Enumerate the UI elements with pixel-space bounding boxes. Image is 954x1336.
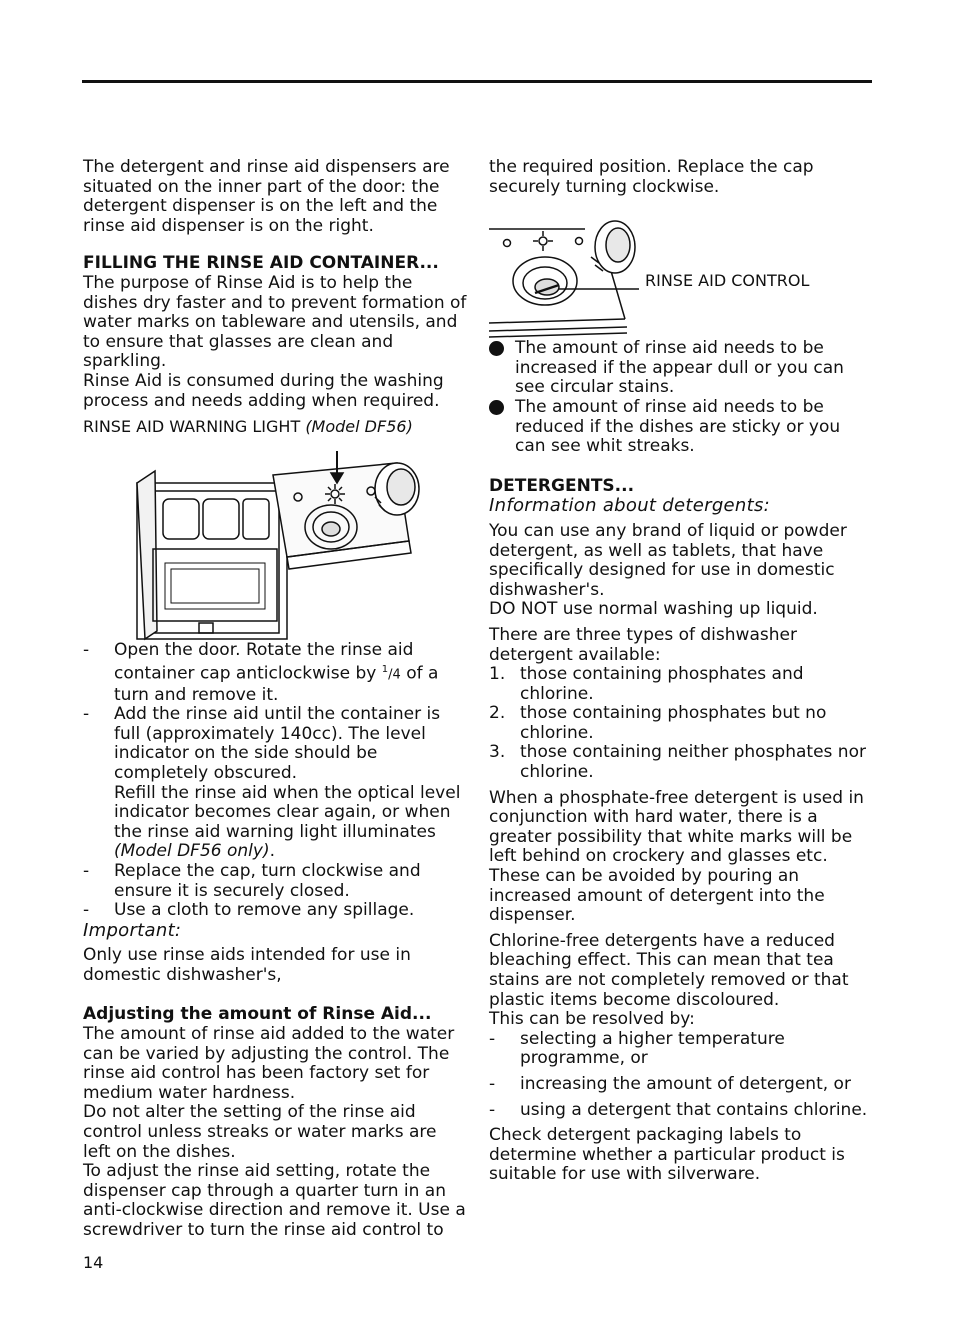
detergents-paragraph-2: DO NOT use normal washing up liquid. — [489, 599, 818, 620]
intro-paragraph: The detergent and rinse aid dispensers are situated on the inner part of the door: the detergent dispenser is on the left and the rinse aid dispenser is on the right. — [83, 157, 450, 236]
remedy-item: - increasing the amount of detergent, or — [489, 1075, 874, 1095]
filling-heading: FILLING THE RINSE AID CONTAINER... — [83, 253, 439, 274]
adjust-heading: Adjusting the amount of Rinse Aid... — [83, 1004, 432, 1025]
header-rule — [82, 80, 872, 83]
detergents-subheading: Information about detergents: — [489, 495, 771, 517]
remedy-item: - using a detergent that contains chlorine. — [489, 1101, 874, 1121]
type-item: 2. those containing phosphates but no chlorine. — [489, 703, 827, 743]
detergents-heading: DETERGENTS... — [489, 475, 635, 496]
bullet-item: The amount of rinse aid needs to be increased if the appear dull or you can see circular stains. — [489, 339, 874, 398]
type-item: 3. those containing neither phosphates nor chlorine. — [489, 742, 866, 783]
rinse-aid-control-illustration — [489, 211, 639, 339]
detergents-paragraph-1: You can use any brand of liquid or powder detergent, as well as tablets, that have specifically designed for use in domestic dishwasher's. — [489, 520, 847, 600]
remedies-list — [489, 1030, 874, 1120]
rinse-aid-control-label: RINSE AID CONTROL — [645, 271, 810, 291]
type-item: 1. those containing phosphates and chlorine. — [489, 664, 804, 704]
page-number: 14 — [83, 1253, 104, 1272]
dispenser-illustration — [135, 451, 435, 641]
check-paragraph: Check detergent packaging labels to determine whether a particular product is suitable for use with silverware. — [489, 1125, 845, 1185]
chlorine-free-paragraph: Chlorine-free detergents have a reduced bleaching effect. This can mean that tea stains are not completely removed or that plastic items become discoloured. — [489, 930, 849, 1010]
bullet-item: The amount of rinse aid needs to be reduced if the dishes are sticky or you can see whit streaks. — [489, 398, 874, 457]
adjust-paragraph-2: Do not alter the setting of the rinse aid control unless streaks or water marks are left on the dishes. — [83, 1102, 437, 1162]
rinse-aid-control-figure — [489, 211, 874, 339]
filling-steps-list — [83, 641, 468, 921]
filling-step: - Add the rinse aid until the container is full (approximately 140cc). The level indicator on the side should be completely obscured. Refill the rinse aid when the optical level indicator becomes clear again, or when the rinse aid warning light illuminates (Model DF56 only). — [83, 705, 468, 862]
filling-paragraph-2: Rinse Aid is consumed during the washing process and needs adding when required. — [83, 370, 444, 411]
types-intro: There are three types of dishwasher detergent available: — [489, 624, 797, 665]
warning-light-label: RINSE AID WARNING LIGHT (Model DF56) — [83, 417, 413, 437]
rinse-aid-bullets — [489, 339, 874, 457]
detergent-types-list — [489, 665, 874, 783]
filling-step: - Open the door. Rotate the rinse aid container cap anticlockwise by $^1$/4 of a turn and remove it. — [83, 641, 468, 705]
phosphate-free-paragraph: When a phosphate-free detergent is used in conjunction with hard water, there is a greater possibility that white marks will be left behind on crockery and glasses etc. These can be avoided by pouring an increased amount of detergent into the dispenser. — [489, 787, 864, 926]
adjust-paragraph-1: The amount of rinse aid added to the water can be varied by adjusting the control. The rinse aid control has been factory set for medium water hardness. — [83, 1024, 455, 1103]
filling-step: - Use a cloth to remove any spillage. — [83, 901, 468, 921]
important-heading: Important: — [83, 919, 182, 941]
adjust-paragraph-3: To adjust the rinse aid setting, rotate the dispenser cap through a quarter turn in an anti-clockwise direction and remove it. Use a screwdriver to turn the rinse aid control to — [83, 1161, 466, 1240]
important-text: Only use rinse aids intended for use in domestic dishwasher's, — [83, 945, 411, 985]
left-column — [83, 158, 468, 1241]
filling-step: - Replace the cap, turn clockwise and ensure it is securely closed. — [83, 862, 468, 901]
right-column — [489, 158, 874, 1185]
remedy-item: - selecting a higher temperature programme, or — [489, 1030, 874, 1069]
continued-paragraph: the required position. Replace the cap securely turning clockwise. — [489, 157, 814, 197]
filling-paragraph-1: The purpose of Rinse Aid is to help the dishes dry faster and to prevent formation of water marks on tableware and utensils, and to ensure that glasses are clean and sparkling. — [83, 272, 467, 372]
resolved-text: This can be resolved by: — [489, 1009, 695, 1030]
